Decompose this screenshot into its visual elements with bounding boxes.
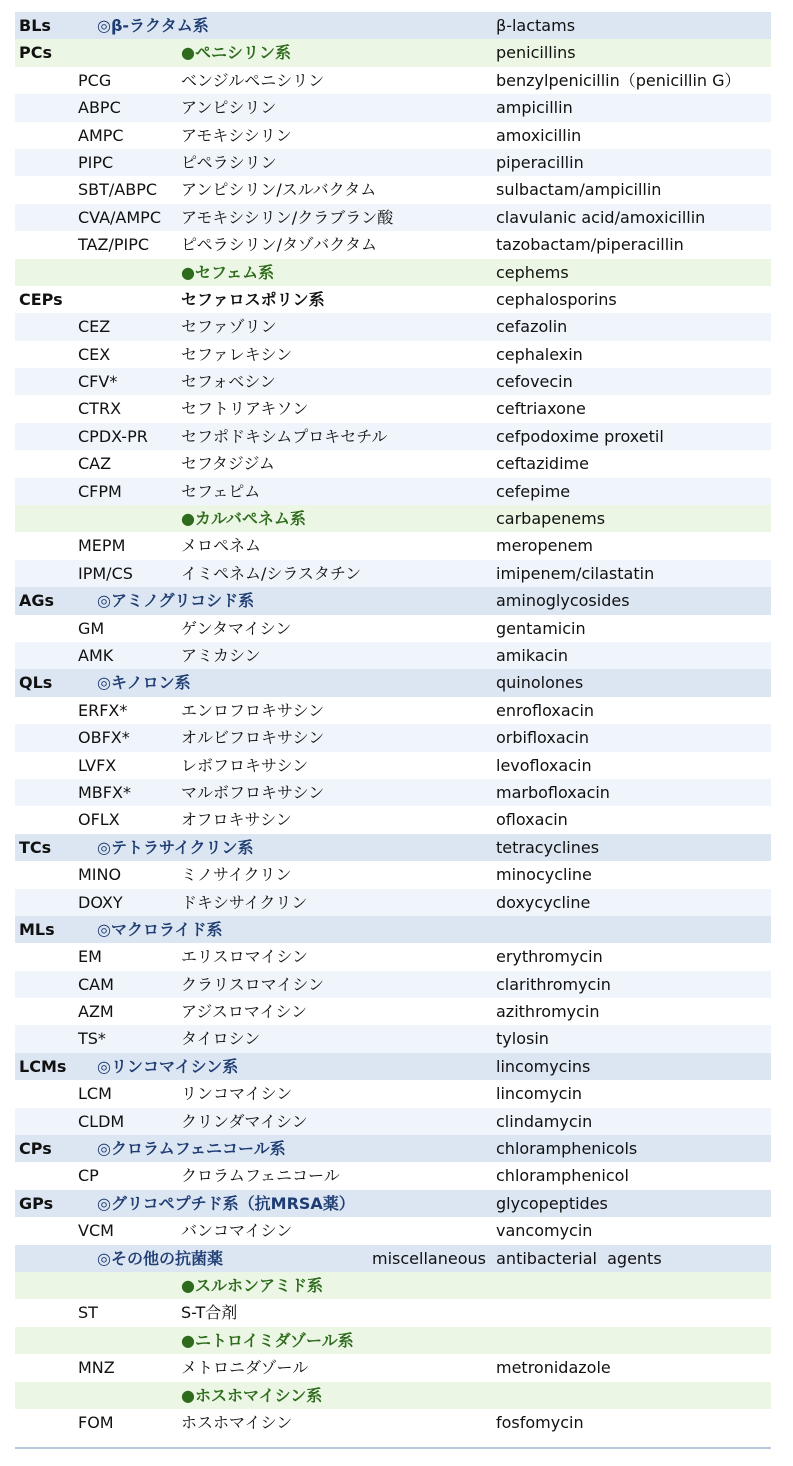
japanese-name-cell: メトロニダゾール bbox=[181, 1358, 309, 1378]
english-name-cell: marbofloxacin bbox=[496, 782, 610, 802]
abbreviation-cell: ERFX* bbox=[78, 700, 128, 720]
table-row bbox=[15, 1080, 771, 1107]
table-row bbox=[15, 478, 771, 505]
table-row bbox=[15, 368, 771, 395]
table-row bbox=[15, 1327, 771, 1354]
abbreviation-cell: CP bbox=[78, 1166, 99, 1186]
table-row bbox=[15, 971, 771, 998]
japanese-name-cell: アミカシン bbox=[181, 645, 261, 665]
table-row bbox=[15, 176, 771, 203]
english-name-cell: ofloxacin bbox=[496, 810, 568, 830]
english-name-cell: minocycline bbox=[496, 865, 592, 885]
japanese-name-cell: イミペネム/シラスタチン bbox=[181, 563, 362, 583]
english-name-cell: cephalexin bbox=[496, 344, 583, 364]
table-row bbox=[15, 724, 771, 751]
english-name-cell: chloramphenicol bbox=[496, 1166, 629, 1186]
english-name-cell: clarithromycin bbox=[496, 974, 611, 994]
japanese-name-cell: アジスロマイシン bbox=[181, 1002, 308, 1022]
table-row bbox=[15, 916, 771, 943]
english-name-cell: metronidazole bbox=[496, 1358, 611, 1378]
table-row bbox=[15, 834, 771, 861]
abbreviation-cell: CPDX-PR bbox=[78, 426, 148, 446]
table-row bbox=[15, 1135, 771, 1162]
table-row bbox=[15, 313, 771, 340]
japanese-name-cell: ●ニトロイミダゾール系 bbox=[181, 1330, 354, 1350]
english-name-cell: lincomycins bbox=[496, 1056, 591, 1076]
table-row bbox=[15, 39, 771, 66]
table-row bbox=[15, 998, 771, 1025]
abbreviation-cell: FOM bbox=[78, 1412, 114, 1432]
abbreviation-cell: PIPC bbox=[78, 152, 114, 172]
english-name-cell: cefovecin bbox=[496, 372, 573, 392]
japanese-name-cell: ピペラシリン bbox=[181, 152, 277, 172]
japanese-name-cell: マルボフロキサシン bbox=[181, 782, 325, 802]
table-row bbox=[15, 779, 771, 806]
table-row bbox=[15, 259, 771, 286]
english-name-cell: tazobactam/piperacillin bbox=[496, 235, 684, 255]
english-name-cell: β-lactams bbox=[496, 16, 576, 35]
table-row bbox=[15, 560, 771, 587]
abbreviation-cell: MNZ bbox=[78, 1358, 115, 1378]
table-row bbox=[15, 149, 771, 176]
english-name-cell: orbifloxacin bbox=[496, 728, 589, 748]
abbreviation-cell: QLs bbox=[19, 673, 53, 693]
table-row bbox=[15, 943, 771, 970]
table-row bbox=[15, 1108, 771, 1135]
japanese-name-cell: ベンジルペニシリン bbox=[181, 70, 325, 90]
english-name-cell: gentamicin bbox=[496, 618, 586, 638]
japanese-name-cell: クラリスロマイシン bbox=[181, 974, 324, 994]
japanese-name-cell: セファゾリン bbox=[181, 317, 277, 337]
abbreviation-cell: CLDM bbox=[78, 1111, 125, 1131]
abbreviation-cell: BLs bbox=[19, 16, 51, 35]
abbreviation-cell: OBFX* bbox=[78, 728, 130, 748]
japanese-name-cell: メロペネム bbox=[181, 536, 262, 556]
japanese-name-cell: クロラムフェニコール bbox=[181, 1166, 340, 1186]
abbreviation-cell: CAM bbox=[78, 974, 114, 994]
abbreviation-cell: CEPs bbox=[19, 289, 63, 309]
japanese-name-cell: レボフロキサシン bbox=[181, 755, 309, 775]
table-row bbox=[15, 1382, 771, 1409]
table-row bbox=[15, 806, 771, 833]
abbreviation-cell: CFPM bbox=[78, 481, 122, 501]
english-name-cell: aminoglycosides bbox=[496, 591, 630, 611]
japanese-name-cell: オルビフロキサシン bbox=[181, 728, 325, 748]
table-row bbox=[15, 12, 771, 39]
abbreviation-cell: CVA/AMPC bbox=[78, 207, 161, 227]
japanese-name-cell: アンピシリン/スルバクタム bbox=[181, 180, 377, 200]
english-name-cell: miscellaneous antibacterial agents bbox=[372, 1248, 662, 1268]
table-row bbox=[15, 423, 771, 450]
abbreviation-cell: CFV* bbox=[78, 372, 118, 392]
english-name-cell: enrofloxacin bbox=[496, 700, 595, 720]
abbreviation-cell: VCM bbox=[78, 1221, 114, 1241]
abbreviation-cell: ABPC bbox=[78, 98, 121, 118]
table-row bbox=[15, 204, 771, 231]
table-row bbox=[15, 395, 771, 422]
english-name-cell: carbapenems bbox=[496, 509, 606, 529]
table-row bbox=[15, 532, 771, 559]
abbreviation-cell: IPM/CS bbox=[78, 563, 133, 583]
table-row bbox=[15, 231, 771, 258]
abbreviation-cell: LCMs bbox=[19, 1056, 67, 1076]
japanese-name-cell: アモキシシリン/クラブラン酸 bbox=[181, 207, 394, 227]
japanese-name-cell: セフェピム bbox=[181, 481, 261, 501]
abbreviation-cell: MLs bbox=[19, 919, 55, 939]
japanese-name-cell: ◎マクロライド系 bbox=[97, 919, 223, 939]
japanese-name-cell: ミノサイクリン bbox=[181, 865, 292, 885]
japanese-name-cell: ◎テトラサイクリン系 bbox=[97, 837, 254, 857]
abbreviation-cell: AMPC bbox=[78, 125, 124, 145]
japanese-name-cell: アモキシシリン bbox=[181, 125, 292, 145]
english-name-cell: cephems bbox=[496, 262, 569, 282]
table-row bbox=[15, 889, 771, 916]
abbreviation-cell: PCG bbox=[78, 70, 112, 90]
japanese-name-cell: ゲンタマイシン bbox=[181, 618, 292, 638]
abbreviation-cell: DOXY bbox=[78, 892, 123, 912]
abbreviation-cell: AGs bbox=[19, 591, 55, 611]
japanese-name-cell: オフロキサシン bbox=[181, 810, 292, 830]
english-name-cell: ampicillin bbox=[496, 98, 573, 118]
english-name-cell: cephalosporins bbox=[496, 289, 617, 309]
table-row bbox=[15, 752, 771, 779]
english-name-cell: benzylpenicillin（penicillin G） bbox=[496, 70, 741, 90]
english-name-cell: chloramphenicols bbox=[496, 1139, 638, 1159]
english-name-cell: erythromycin bbox=[496, 947, 603, 967]
english-name-cell: doxycycline bbox=[496, 892, 591, 912]
english-name-cell: lincomycin bbox=[496, 1084, 583, 1104]
japanese-name-cell: ●ペニシリン系 bbox=[181, 43, 291, 63]
japanese-name-cell: タイロシン bbox=[181, 1029, 261, 1049]
japanese-name-cell: セフトリアキソン bbox=[181, 399, 309, 419]
english-name-cell: tetracyclines bbox=[496, 837, 600, 857]
table-row bbox=[15, 505, 771, 532]
english-name-cell: cefazolin bbox=[496, 317, 568, 337]
japanese-name-cell: ●カルバペネム系 bbox=[181, 509, 306, 529]
english-name-cell: vancomycin bbox=[496, 1221, 593, 1241]
japanese-name-cell: ピペラシリン/タゾバクタム bbox=[181, 235, 377, 255]
japanese-name-cell: S-T合剤 bbox=[181, 1303, 238, 1323]
abbreviation-cell: LVFX bbox=[78, 755, 117, 775]
japanese-name-cell: セフポドキシムプロキセチル bbox=[181, 426, 388, 446]
abbreviation-cell: CTRX bbox=[78, 399, 122, 419]
abbreviation-cell: MBFX* bbox=[78, 782, 131, 802]
table-row bbox=[15, 642, 771, 669]
japanese-name-cell: ●セフェム系 bbox=[181, 262, 275, 282]
abbreviation-cell: OFLX bbox=[78, 810, 120, 830]
table-row bbox=[15, 1245, 771, 1272]
english-name-cell: tylosin bbox=[496, 1029, 549, 1049]
japanese-name-cell: ◎キノロン系 bbox=[97, 673, 191, 693]
english-name-cell: penicillins bbox=[496, 43, 576, 63]
table-row bbox=[15, 450, 771, 477]
japanese-name-cell: セフォベシン bbox=[181, 372, 276, 392]
abbreviation-cell: GPs bbox=[19, 1193, 54, 1213]
abbreviation-cell: LCM bbox=[78, 1084, 112, 1104]
english-name-cell: amikacin bbox=[496, 645, 569, 665]
japanese-name-cell: ドキシサイクリン bbox=[181, 892, 308, 912]
english-name-cell: imipenem/cilastatin bbox=[496, 563, 655, 583]
table-row bbox=[15, 1217, 771, 1244]
abbreviation-cell: EM bbox=[78, 947, 102, 967]
abbreviation-cell: PCs bbox=[19, 43, 52, 63]
table-row bbox=[15, 861, 771, 888]
abbreviation-cell: CAZ bbox=[78, 454, 112, 474]
japanese-name-cell: クリンダマイシン bbox=[181, 1111, 308, 1131]
table-row bbox=[15, 1025, 771, 1052]
abbreviation-cell: TCs bbox=[19, 837, 52, 857]
japanese-name-cell: セファレキシン bbox=[181, 344, 293, 364]
table-row bbox=[15, 1354, 771, 1381]
table-row bbox=[15, 587, 771, 614]
japanese-name-cell: ◎グリコペプチド系（抗MRSA薬） bbox=[97, 1193, 355, 1213]
english-name-cell: cefepime bbox=[496, 481, 571, 501]
english-name-cell: fosfomycin bbox=[496, 1412, 584, 1432]
abbreviation-cell: SBT/ABPC bbox=[78, 180, 158, 200]
japanese-name-cell: ◎クロラムフェニコール系 bbox=[97, 1139, 286, 1159]
japanese-name-cell: セファロスポリン系 bbox=[181, 289, 325, 309]
abbreviation-cell: CPs bbox=[19, 1139, 52, 1159]
japanese-name-cell: エリスロマイシン bbox=[181, 947, 308, 967]
japanese-name-cell: ◎その他の抗菌薬 bbox=[97, 1248, 223, 1268]
japanese-name-cell: ●ホスホマイシン系 bbox=[181, 1385, 323, 1405]
table-row bbox=[15, 1162, 771, 1189]
table-row bbox=[15, 1409, 771, 1436]
english-name-cell: azithromycin bbox=[496, 1002, 600, 1022]
english-name-cell: clavulanic acid/amoxicillin bbox=[496, 207, 706, 227]
japanese-name-cell: ●スルホンアミド系 bbox=[181, 1275, 323, 1295]
japanese-name-cell: ホスホマイシン bbox=[181, 1412, 293, 1432]
english-name-cell: ceftriaxone bbox=[496, 399, 586, 419]
japanese-name-cell: ◎リンコマイシン系 bbox=[97, 1056, 239, 1076]
abbreviation-cell: MINO bbox=[78, 865, 122, 885]
english-name-cell: ceftazidime bbox=[496, 454, 589, 474]
table-row bbox=[15, 67, 771, 94]
japanese-name-cell: ◎アミノグリコシド系 bbox=[97, 591, 255, 611]
table-row bbox=[15, 1272, 771, 1299]
table-row bbox=[15, 669, 771, 696]
english-name-cell: glycopeptides bbox=[496, 1193, 608, 1213]
abbreviation-cell: CEZ bbox=[78, 317, 111, 337]
japanese-name-cell: セフタジジム bbox=[181, 454, 275, 474]
english-name-cell: levofloxacin bbox=[496, 755, 592, 775]
abbreviation-cell: TAZ/PIPC bbox=[78, 235, 150, 255]
table-row bbox=[15, 1053, 771, 1080]
japanese-name-cell: リンコマイシン bbox=[181, 1084, 293, 1104]
table-row bbox=[15, 286, 771, 313]
table-row bbox=[15, 94, 771, 121]
antibiotic-abbreviation-table bbox=[15, 12, 771, 1436]
english-name-cell: clindamycin bbox=[496, 1111, 593, 1131]
japanese-name-cell: ◎β-ラクタム系 bbox=[97, 16, 209, 35]
abbreviation-cell: GM bbox=[78, 618, 105, 638]
english-name-cell: piperacillin bbox=[496, 152, 584, 172]
japanese-name-cell: アンピシリン bbox=[181, 98, 277, 118]
table-row bbox=[15, 122, 771, 149]
abbreviation-cell: CEX bbox=[78, 344, 111, 364]
table-row bbox=[15, 1299, 771, 1326]
table-row bbox=[15, 697, 771, 724]
japanese-name-cell: エンロフロキサシン bbox=[181, 700, 325, 720]
table-row bbox=[15, 341, 771, 368]
table-bottom-rule bbox=[15, 1447, 771, 1449]
table-row bbox=[15, 1190, 771, 1217]
table-row bbox=[15, 615, 771, 642]
english-name-cell: amoxicillin bbox=[496, 125, 582, 145]
english-name-cell: meropenem bbox=[496, 536, 594, 556]
english-name-cell: cefpodoxime proxetil bbox=[496, 426, 664, 446]
english-name-cell: sulbactam/ampicillin bbox=[496, 180, 662, 200]
abbreviation-cell: TS* bbox=[78, 1029, 106, 1049]
abbreviation-cell: AZM bbox=[78, 1002, 114, 1022]
abbreviation-cell: AMK bbox=[78, 645, 114, 665]
abbreviation-cell: MEPM bbox=[78, 536, 126, 556]
abbreviation-cell: ST bbox=[78, 1303, 98, 1323]
japanese-name-cell: バンコマイシン bbox=[181, 1221, 293, 1241]
english-name-cell: quinolones bbox=[496, 673, 584, 693]
